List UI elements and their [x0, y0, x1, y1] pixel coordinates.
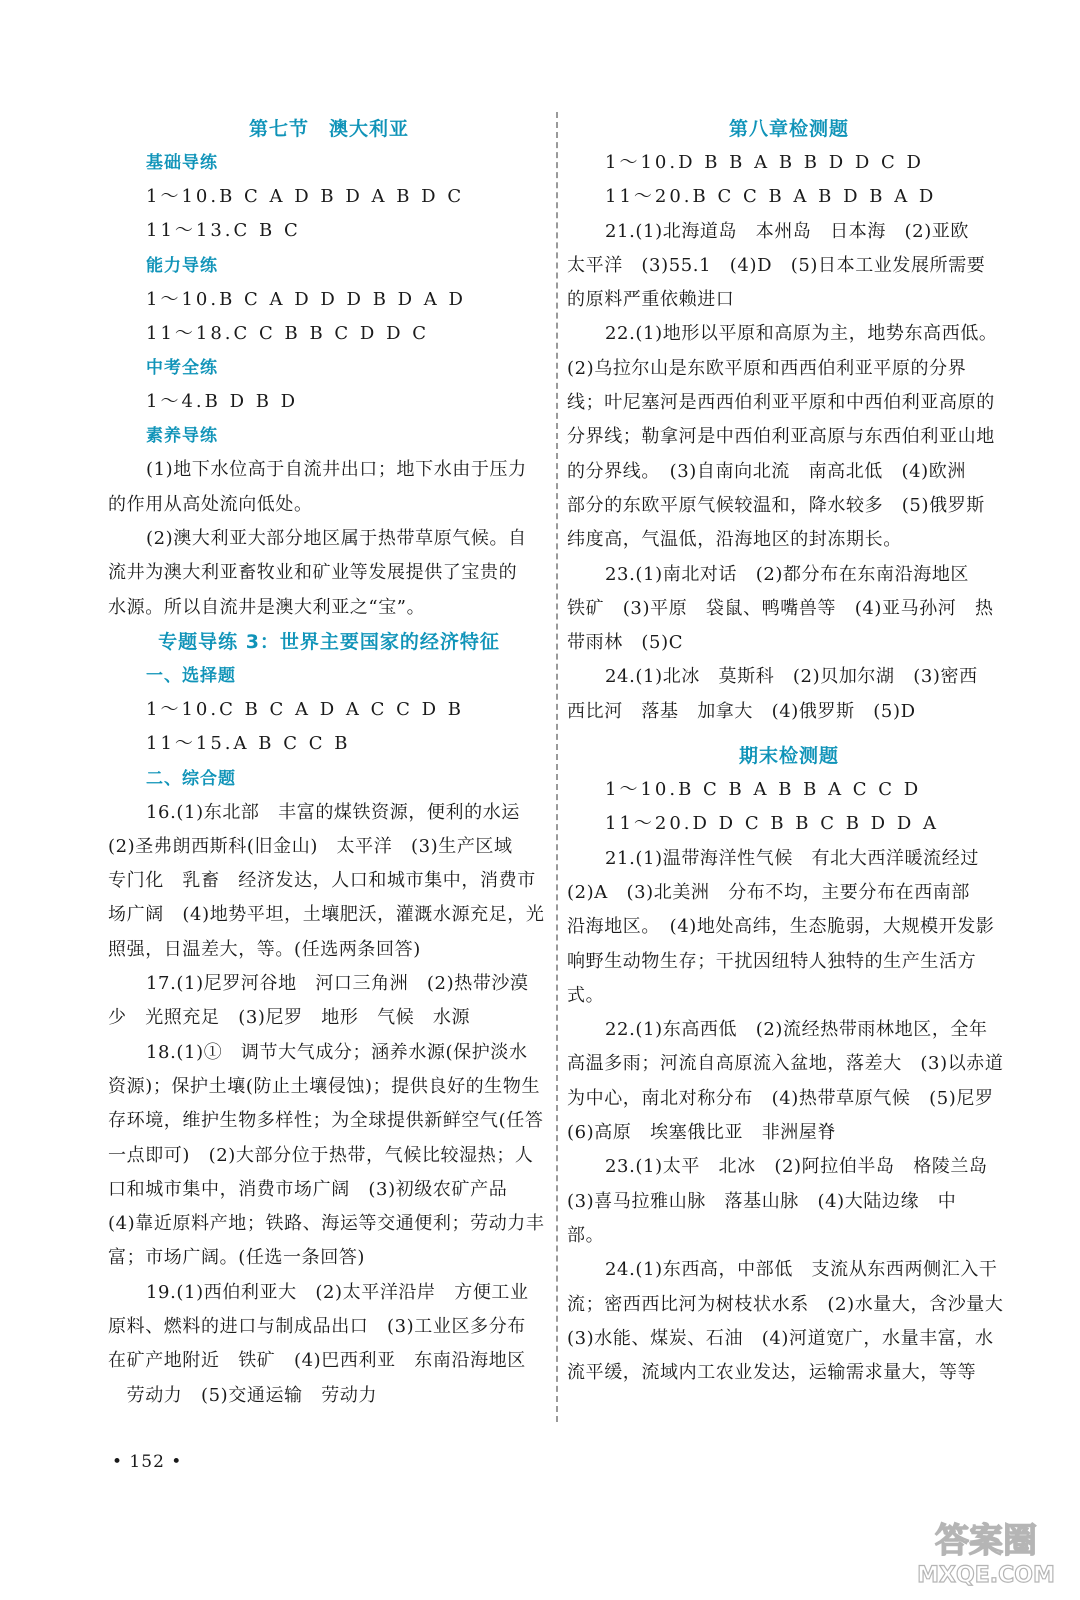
subsection-heading: 基础导练 [146, 153, 218, 173]
column-divider [556, 112, 558, 1422]
subsection-heading: 素养导练 [146, 426, 218, 447]
answer-text-line: (3)喜马拉雅山脉 落基山脉 (4)大陆边缘 中 [567, 1190, 957, 1212]
section-title: 第八章检测题 [728, 118, 849, 140]
answer-key-line: 11～18.C C B B C D D C [146, 322, 429, 344]
page-number: • 152 • [112, 1452, 183, 1472]
watermark-title: 答案圈 [935, 1521, 1037, 1561]
answer-key-line: 1～10.B C A D D D B D A D [146, 288, 466, 310]
subsection-heading: 中考全练 [146, 358, 218, 379]
answer-paragraph-start: 16.(1)东北部 丰富的煤铁资源，便利的水运 [146, 801, 520, 823]
answer-text-line: 线；叶尼塞河是西西伯利亚平原和中西伯利亚高原的 [567, 392, 995, 414]
section-title: 第七节 澳大利亚 [248, 118, 409, 140]
answer-text-line: 照强，日温差大，等。(任选两条回答) [108, 938, 421, 960]
answer-text-line: 原料、燃料的进口与制成品出口 (3)工业区多分布 [108, 1316, 526, 1338]
answer-text-line: 西比河 落基 加拿大 (4)俄罗斯 (5)D [567, 700, 916, 722]
answer-text-line: 场广阔 (4)地势平坦，土壤肥沃，灌溉水源充足，光 [108, 904, 545, 926]
answer-text-line: 响野生动物生存；干扰因纽特人独特的生产生活方 [567, 950, 977, 972]
answer-text-line: 一点即可) (2)大部分位于热带，气候比较湿热；人 [108, 1144, 534, 1166]
answer-paragraph-start: 19.(1)西伯利亚大 (2)太平洋沿岸 方便工业 [146, 1281, 529, 1303]
answer-paragraph-start: 18.(1)① 调节大气成分；涵养水源(保护淡水 [146, 1041, 528, 1063]
answer-paragraph-start: 24.(1)北冰 莫斯科 (2)贝加尔湖 (3)密西 [605, 666, 978, 688]
section-title: 期末检测题 [738, 745, 839, 768]
answer-key-line: 1～10.B C A D B D A B D C [146, 186, 465, 207]
answer-text-line: 口和城市集中，消费市场广阔 (3)初级农矿产品 [108, 1178, 508, 1200]
answer-text-line: 式。 [567, 984, 605, 1006]
answer-text-line: 沿海地区。 (4)地处高纬，生态脆弱，大规模开发影 [567, 916, 995, 938]
answer-text-line: 高温多雨；河流自高原流入盆地，落差大 (3)以赤道 [567, 1053, 1004, 1075]
watermark-url: MXQE.COM [917, 1563, 1055, 1588]
answer-text-line: 流平缓，流域内工农业发达，运输需求量大，等等 [567, 1362, 977, 1384]
answer-paragraph-start: 17.(1)尼罗河谷地 河口三角洲 (2)热带沙漠 [146, 973, 529, 995]
answer-text-line: 存环境，维护生物多样性；为全球提供新鲜空气(任答 [108, 1110, 544, 1132]
answer-paragraph-start: 21.(1)温带海洋性气候 有北大西洋暖流经过 [605, 847, 979, 869]
answer-text-line: 水源。所以自流井是澳大利亚之“宝”。 [108, 596, 426, 618]
answer-text-line: 流井为澳大利亚畜牧业和矿业等发展提供了宝贵的 [108, 562, 518, 584]
answer-key-line: 1～10.B C B A B B A C C D [605, 779, 922, 801]
answer-text-line: 劳动力 (5)交通运输 劳动力 [108, 1384, 378, 1406]
answer-text-line: 为中心，南北对称分布 (4)热带草原气候 (5)尼罗 [567, 1087, 994, 1109]
answer-paragraph-start: 22.(1)地形以平原和高原为主，地势东高西低。 [605, 323, 998, 345]
answer-key-line: 11～20.D D C B B C B D D A [605, 813, 939, 835]
answer-text-line: 在矿产地附近 铁矿 (4)巴西利亚 东南沿海地区 [108, 1350, 526, 1372]
answer-text-line: (2)A (3)北美洲 分布不均，主要分布在西南部 [567, 881, 970, 903]
answer-text-line: 流；密西西比河为树枝状水系 (2)水量大，含沙量大 [567, 1293, 1004, 1315]
answer-text-line: 分界线；勒拿河是中西伯利亚高原与东西伯利亚山地 [567, 426, 995, 448]
subsection-heading: 一、选择题 [146, 665, 236, 686]
answer-text-line: 的作用从高处流向低处。 [108, 493, 313, 515]
answer-text-line: (4)靠近原料产地；铁路、海运等交通便利；劳动力丰 [108, 1213, 545, 1235]
answer-text-line: 的原料严重依赖进口 [567, 289, 735, 311]
answer-key-line: 11～13.C B C [146, 220, 301, 242]
answer-paragraph-start: 24.(1)东西高，中部低 支流从东西两侧汇入干 [605, 1259, 998, 1281]
answer-paragraph-start: (2)澳大利亚大部分地区属于热带草原气候。自 [146, 528, 527, 550]
answer-key-line: 1～10.C B C A D A C C D B [146, 698, 464, 720]
answer-text-line: (6)高原 埃塞俄比亚 非洲屋脊 [567, 1122, 837, 1144]
right-column [567, 112, 1011, 1390]
answer-text-line: 纬度高，气温低，沿海地区的封冻期长。 [567, 529, 902, 551]
section-title: 专题导练 3：世界主要国家的经济特征 [158, 630, 500, 653]
answer-text-line: (2)乌拉尔山是东欧平原和西西伯利亚平原的分界 [567, 357, 967, 379]
answer-paragraph-start: 23.(1)太平 北冰 (2)阿拉伯半岛 格陵兰岛 [605, 1156, 988, 1178]
answer-text-line: 部分的东欧平原气候较温和，降水较多 (5)俄罗斯 [567, 494, 985, 516]
subsection-heading: 二、综合题 [146, 768, 236, 789]
answer-paragraph-start: (1)地下水位高于自流井出口；地下水由于压力 [146, 459, 527, 481]
answer-paragraph-start: 23.(1)南北对话 (2)都分布在东南沿海地区 [605, 563, 970, 585]
answer-text-line: 富；市场广阔。(任选一条回答) [108, 1247, 366, 1269]
answer-text-line: 资源)；保护土壤(防止土壤侵蚀)；提供良好的生物生 [108, 1075, 541, 1097]
answer-key-line: 1～4.B D B D [146, 391, 299, 413]
answer-text-line: 部。 [567, 1224, 605, 1246]
answer-key-line: 11～20.B C C B A B D B A D [605, 186, 937, 208]
answer-paragraph-start: 21.(1)北海道岛 本州岛 日本海 (2)亚欧 [605, 220, 970, 242]
answer-text-line: 带雨林 (5)C [567, 632, 684, 654]
answer-text-line: (3)水能、煤炭、石油 (4)河道宽广，水量丰富，水 [567, 1327, 994, 1349]
answer-paragraph-start: 22.(1)东高西低 (2)流经热带雨林地区，全年 [605, 1019, 988, 1041]
answer-key-line: 11～15.A B C C B [146, 733, 351, 755]
left-column [108, 112, 550, 1413]
answer-text-line: 的分界线。 (3)自南向北流 南高北低 (4)欧洲 [567, 460, 966, 482]
answer-text-line: 少 光照充足 (3)尼罗 地形 气候 水源 [108, 1007, 471, 1029]
answer-text-line: 专门化 乳畜 经济发达，人口和城市集中，消费市 [108, 870, 536, 892]
watermark-logo [906, 1512, 1066, 1590]
answer-text-line: (2)圣弗朗西斯科(旧金山) 太平洋 (3)生产区域 [108, 835, 513, 857]
answer-key-line: 1～10.D B B A B B D D C D [605, 152, 924, 173]
answer-text-line: 铁矿 (3)平原 袋鼠、鸭嘴兽等 (4)亚马孙河 热 [567, 597, 994, 619]
subsection-heading: 能力导练 [146, 255, 218, 276]
answer-text-line: 太平洋 (3)55.1 (4)D (5)日本工业发展所需要 [567, 254, 986, 276]
